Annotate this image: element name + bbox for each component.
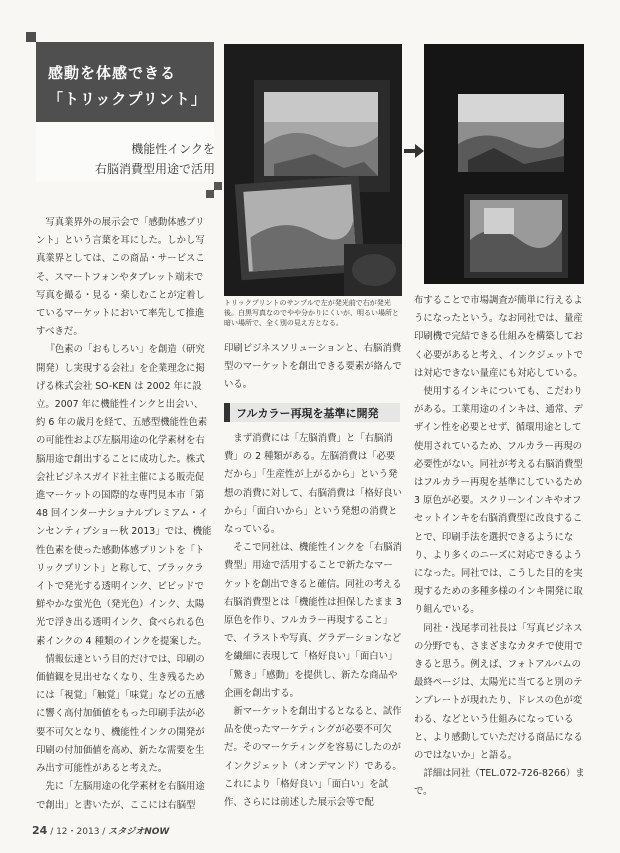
- arrow-right-icon: [404, 144, 424, 158]
- pixel-deco: [206, 190, 214, 198]
- pixel-deco: [214, 182, 222, 190]
- section-heading-bar: [224, 403, 230, 422]
- paragraph: そこで同社は、機能性インクを「右脳消費型」用途で活用することで新たなマーケットを創出できると確信。同社の考える右脳消費型とは「機能性は担保したまま 3 原色を作り、フルカラー再現すること」で、イラストや写真、グラデーションなどを繊細に表現して「格好良い」「面白い」「驚き」「感動」を提供し、新たな商品や企画を創出する。: [224, 542, 402, 699]
- body-column-2-top: [224, 340, 402, 395]
- paragraph: 布することで市場調査が簡単に行えるようになったという。なお同社では、量産印刷機で完結できる仕組みを構築しておく必要があると考え、インクジェットでは対応できない量産にも対応している。: [414, 295, 583, 379]
- article-subtitle-line1: 機能性インクを: [131, 142, 215, 156]
- body-column-2: [224, 430, 402, 812]
- photo-after-glow: [424, 44, 584, 284]
- paragraph: 使用するインキについても、こだわりがある。工業用途のインキは、通常、デザイン性を必要とせず、循環用途として使用されているため、フルカラー再現の必要性がない。同社が考える右脳消費型はフルカラー再現を基準にしているため 3 原色が必要。スクリーンインキやオフセットインキを右脳消費型に改良することで、印刷手法を選択できるようになり、より多くのニーズに対応できるようになった。同社では、こうした目的を実現するための多種多様のインキ開発に取り組んでいる。: [414, 386, 583, 616]
- paragraph: 情報伝達という目的だけでは、印刷の価値観を見出せなくなり、生き残るためには「視覚」「触覚」「味覚」などの五感に響く高付加価値をもった印刷手法が必要不可欠となり、機能性インクの開発が印刷の付加価値を高め、新たな需要を生み出す可能性があると考えた。: [36, 653, 205, 775]
- paragraph: まず消費には「左脳消費」と「右脳消費」の 2 種類がある。左脳消費は「必要だから」「生産性が上がるから」という発想の消費に対して、右脳消費は「格好良いから」「面白いから」という発想の消費となっている。: [224, 433, 402, 536]
- issue-date: / 12・2013 /: [50, 827, 106, 837]
- section-heading-text: フルカラー再現を基準に開発: [236, 407, 379, 420]
- article-subtitle-line2: 右脳消費型用途で活用: [94, 162, 215, 176]
- paragraph: 『色素の「おもしろい」を創造（研究開発）し実現する会社』を企業理念に掲げる株式会社 SO-KEN は 2002 年に設立。2007 年に機能性インクと出会い、約 6 年の歳月を経て、五感型機能性色素の可能性および左脳用途の化学素材を右脳用途で創出することに成功した。株式会社ビジネスガイド社主催による販売促進マーケットの国際的な専門見本市「第 48 回インターナショナルプレミアム・インセンティブショー秋 2013」では、機能性色素を使った感動体感プリントを「トリックプリント」と称して、ブラックライトで発光する透明インク、ビビッドで鮮やかな蛍光色（発光色）インク、太陽光で浮き出る透明インク、食べられる色素インクの 4 種類のインクを提案した。: [36, 344, 212, 647]
- body-column-1: [36, 214, 212, 815]
- photo-caption: トリックプリントのサンプルで左が発光前で右が発光後。白黒写真なのでやや分かりにくいが、明るい場所と暗い場所で、全く別の見え方となる。: [224, 299, 399, 327]
- magazine-name: スタジオNOW: [108, 827, 170, 837]
- paragraph: 写真業界外の展示会で「感動体感プリント」という言葉を耳にした。しかし写真業界としては、この商品・サービスこそ、スマートフォンやタブレット端末で写真を撮る・見る・楽しむことが定着しているマーケットにおいて率先して推進すべきだ。: [36, 217, 205, 338]
- paragraph: 印刷ビジネスソリューションと、右脳消費型のマーケットを創出できる要素が絡んでいる。: [224, 343, 402, 391]
- photo-before-glow: [224, 44, 402, 296]
- paragraph: 詳細は同社（TEL.072-726-8266）まで。: [414, 768, 585, 798]
- article-title-line2: 「トリックプリント」: [48, 90, 207, 108]
- article-title-line1: 感動を体感できる: [48, 64, 177, 82]
- corner-deco: [26, 32, 36, 42]
- page-number: 24: [32, 824, 48, 837]
- body-column-3: [414, 292, 586, 802]
- page-footer: [32, 824, 169, 837]
- paragraph: 先に「左脳用途の化学素材を右脳用途で創出」と書いたが、ここには右脳型: [36, 781, 205, 811]
- paragraph: 新マーケットを創出するとなると、試作品を使ったマーケティングが必要不可欠だ。そのマーケティングを容易にしたのがインクジェット（オンデマンド）である。これにより「格好良い」「面白い」を試作、さらには前述した展示会等で配: [224, 706, 402, 809]
- paragraph: 同社・浅尾孝司社長は「写真ビジネスの分野でも、さまざまなカタチで使用できると思う。例えば、フォトアルバムの最終ページは、太陽光に当てると別のテンプレートが現れたり、ドレスの色が変わる、などという仕組みになっていると、より感動していただける商品になるのではないか」と語る。: [414, 622, 583, 762]
